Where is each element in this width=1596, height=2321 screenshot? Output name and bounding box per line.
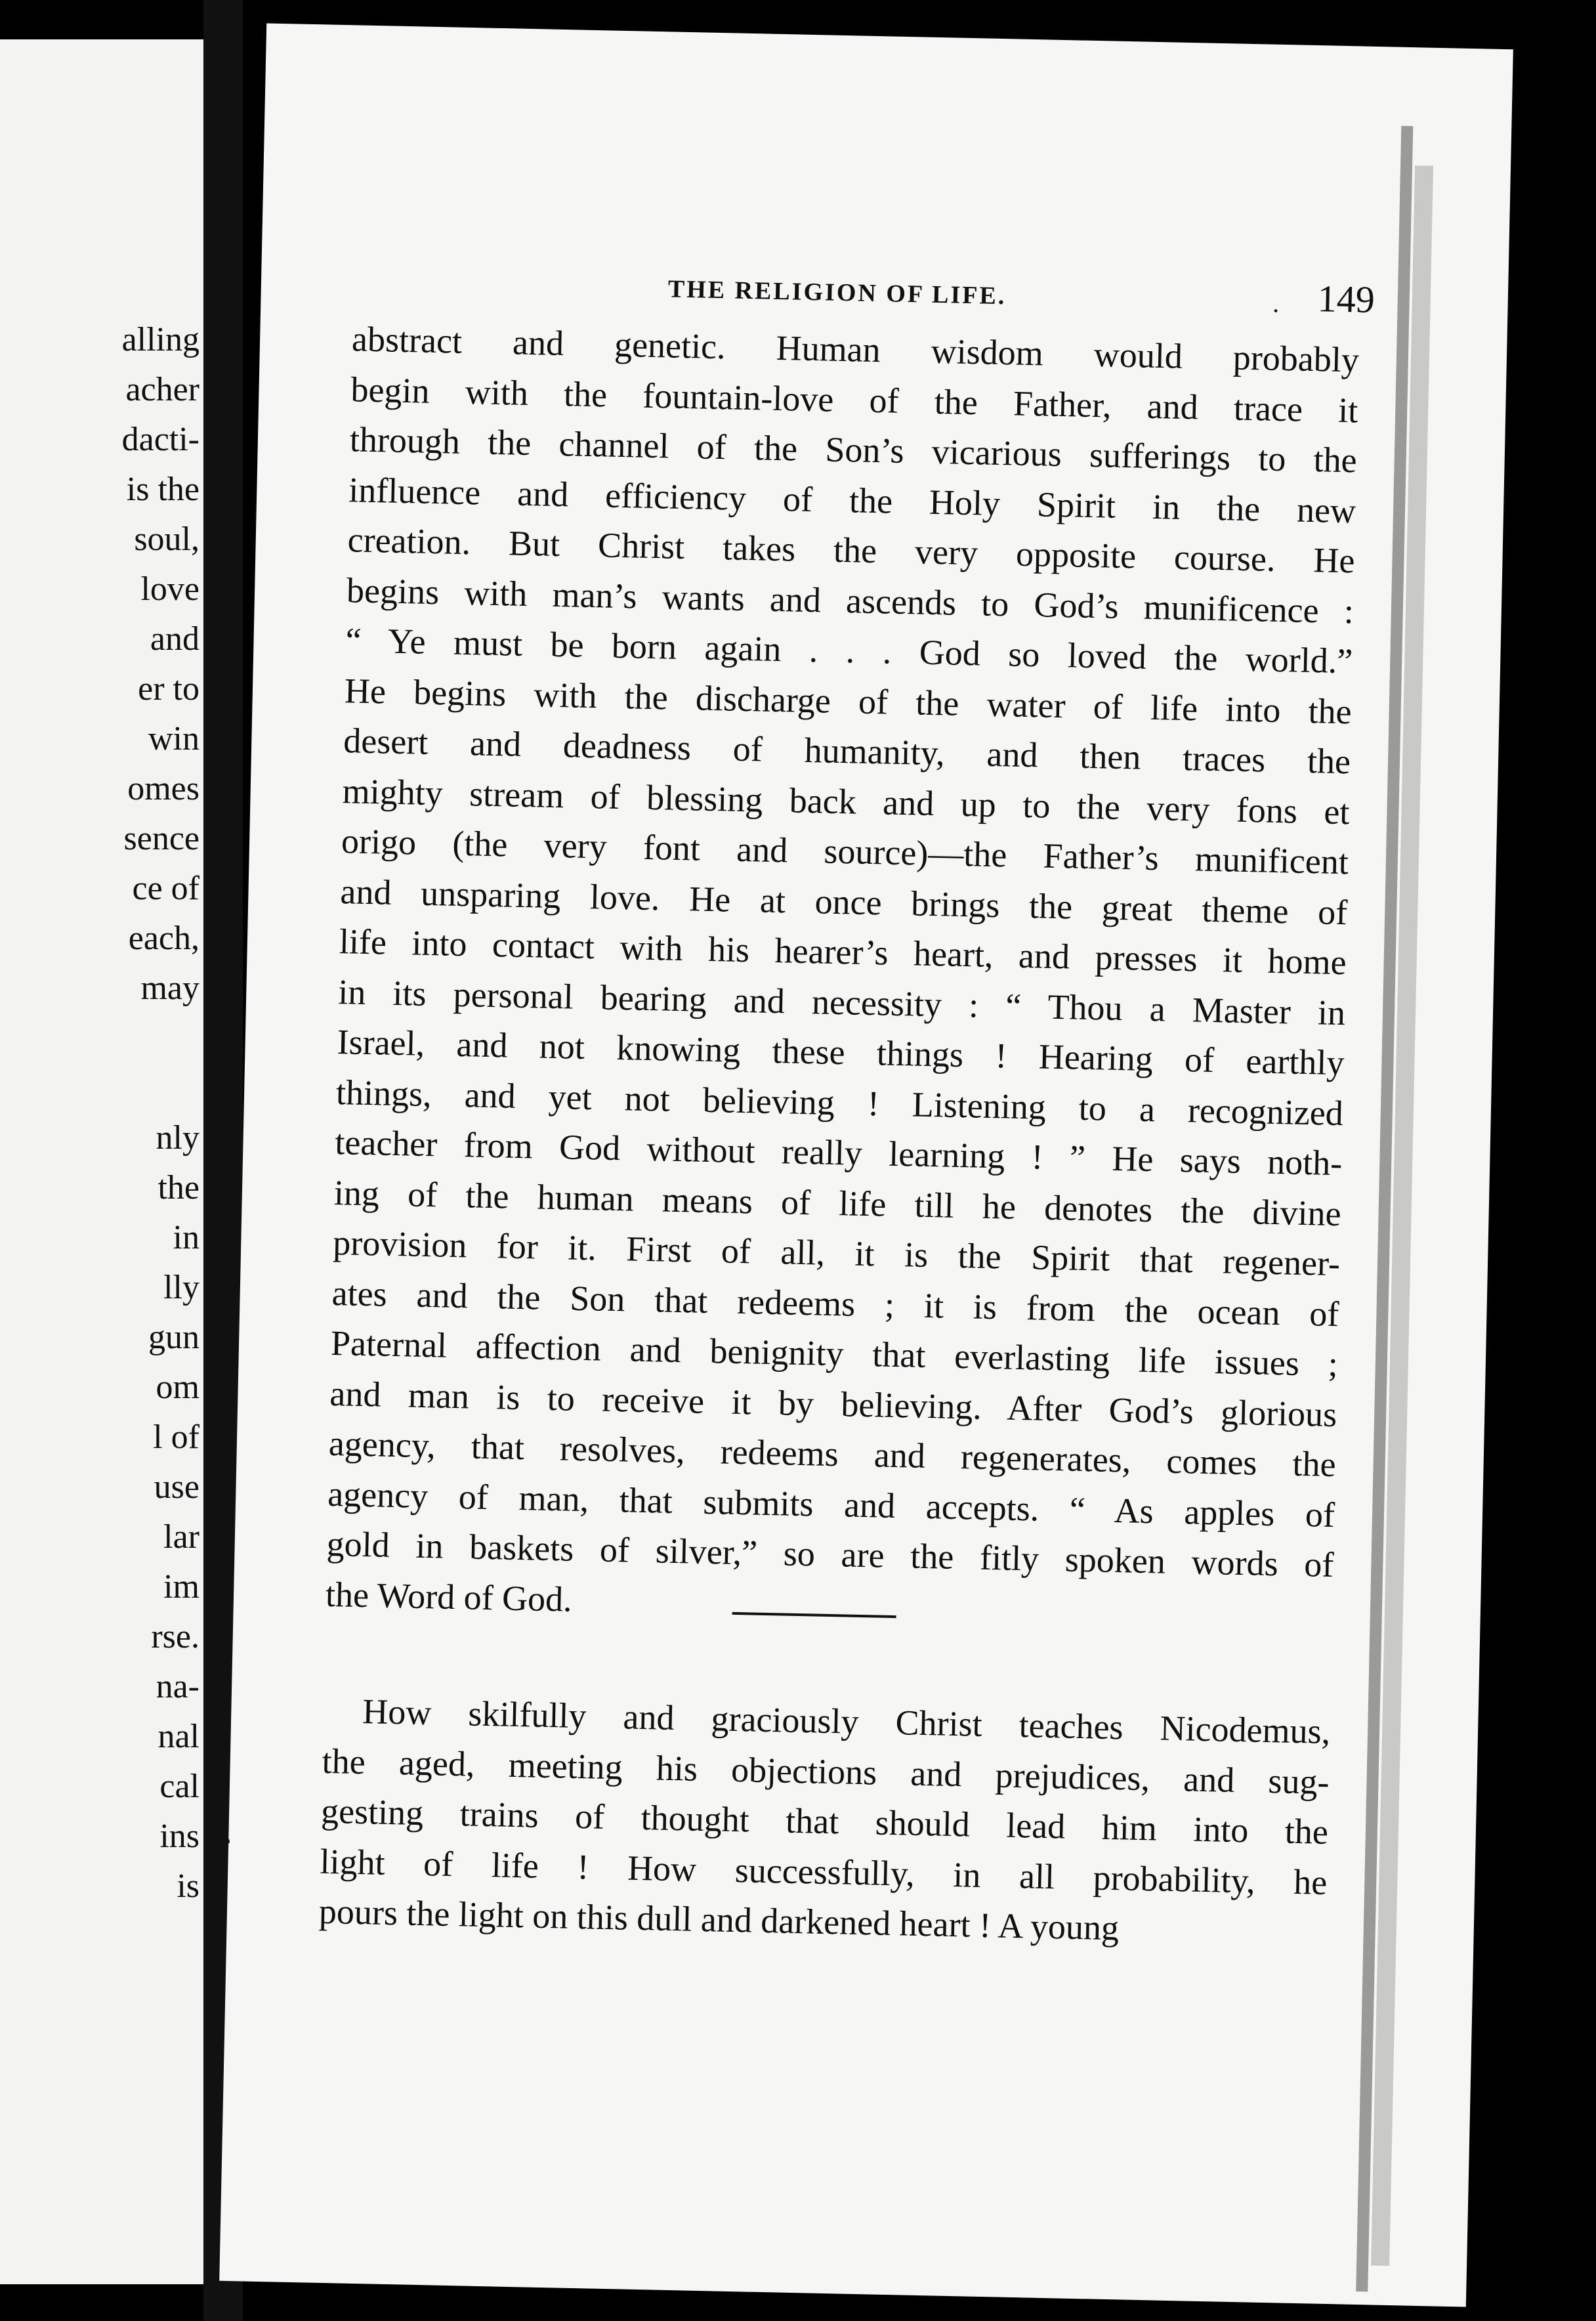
text-line: the Word of God. bbox=[325, 1574, 573, 1619]
text-line: pours the light on this dull and darkened heart ! A young bbox=[318, 1891, 1120, 1948]
left-page-line-fragment: each, bbox=[128, 920, 200, 957]
left-page-line-fragment: ins bbox=[159, 1818, 200, 1855]
left-page-line-fragment: lar bbox=[163, 1518, 200, 1556]
right-page bbox=[219, 23, 1513, 2307]
text-line: influence and efficiency of the Holy Spirit in the new bbox=[348, 469, 1356, 530]
left-page-line-fragment: rse. bbox=[151, 1618, 200, 1655]
text-line: How skilfully and graciously Christ teaches Nicodemus, bbox=[362, 1692, 1331, 1751]
text-line: He begins with the discharge of the water of life into the bbox=[344, 670, 1353, 731]
text-line: provision for it. First of all, it is the Spirit that regener- bbox=[332, 1223, 1341, 1284]
left-page-line-fragment: nly bbox=[156, 1119, 200, 1157]
left-page-line-fragment: om bbox=[156, 1369, 200, 1406]
text-line: gesting trains of thought that should lead him into the bbox=[320, 1791, 1329, 1852]
left-page-line-fragment: gun bbox=[148, 1319, 200, 1356]
text-line: begins with man’s wants and ascends to God’s munificence : bbox=[346, 570, 1354, 631]
text-line: and man is to receive it by believing. After God’s glorious bbox=[329, 1373, 1337, 1434]
left-page-line-fragment: im bbox=[163, 1568, 200, 1606]
left-page-line-fragment: sence bbox=[123, 820, 200, 857]
left-page-line-fragment: in bbox=[173, 1219, 200, 1256]
text-line: light of life ! How successfully, in all probability, he bbox=[319, 1841, 1328, 1902]
text-line: agency of man, that submits and accepts. “ As apples of bbox=[327, 1474, 1335, 1535]
left-page-line-fragment: na- bbox=[156, 1668, 200, 1705]
text-line: begin with the fountain-love of the Father, and trace it bbox=[350, 369, 1358, 430]
left-page-line-fragment: l of bbox=[153, 1418, 200, 1456]
margin-mark bbox=[223, 1838, 230, 1844]
page-number: 149 bbox=[1317, 277, 1376, 321]
text-line: through the channel of the Son’s vicarious sufferings to the bbox=[349, 419, 1358, 480]
left-page-line-fragment: soul, bbox=[134, 521, 200, 558]
left-page-line-fragment: the bbox=[158, 1169, 200, 1206]
text-line: teacher from God without really learning ! ” He says noth- bbox=[334, 1122, 1343, 1183]
left-page-line-fragment: is the bbox=[126, 471, 200, 508]
left-page-line-fragment: alling bbox=[121, 321, 200, 358]
left-page-line-fragment: lly bbox=[163, 1269, 200, 1306]
text-line: “ Ye must be born again . . . God so loved the world.” bbox=[345, 620, 1353, 681]
left-page-line-fragment: is bbox=[177, 1867, 200, 1905]
left-page-line-fragment: may bbox=[140, 969, 200, 1007]
text-line: ates and the Son that redeems ; it is from the ocean of bbox=[331, 1273, 1340, 1334]
left-page-fragment bbox=[0, 39, 203, 2284]
left-page-line-fragment: ce of bbox=[132, 870, 200, 907]
text-line: desert and deadness of humanity, and then traces the bbox=[343, 721, 1351, 782]
text-line: ing of the human means of life till he denotes the divine bbox=[333, 1172, 1342, 1233]
text-line: gold in baskets of silver,” so are the fitly spoken words of bbox=[326, 1523, 1335, 1585]
text-line: life into contact with his hearer’s heart, and presses it home bbox=[339, 922, 1347, 983]
body-paragraph-1 bbox=[325, 314, 1359, 1640]
left-page-line-fragment: nal bbox=[158, 1718, 200, 1755]
text-line: and unsparing love. He at once brings the great theme of bbox=[339, 871, 1348, 932]
text-line: Paternal affection and benignity that everlasting life issues ; bbox=[330, 1323, 1339, 1384]
body-paragraph-2 bbox=[318, 1686, 1331, 1958]
text-line: mighty stream of blessing back and up to the very fons et bbox=[342, 771, 1351, 832]
left-page-line-fragment: love bbox=[140, 570, 200, 608]
left-page-line-fragment: cal bbox=[159, 1768, 200, 1805]
left-page-line-fragment: omes bbox=[127, 770, 200, 807]
left-page-line-fragment: acher bbox=[125, 371, 200, 408]
left-page-line-fragment: win bbox=[148, 720, 200, 757]
text-line: in its personal bearing and necessity : “ Thou a Master in bbox=[337, 971, 1346, 1033]
left-page-line-fragment: use bbox=[154, 1468, 200, 1506]
text-line: origo (the very font and source)—the Father’s munificent bbox=[341, 821, 1349, 882]
header-separator: · bbox=[1270, 295, 1281, 326]
running-head: THE RELIGION OF LIFE. bbox=[667, 275, 1007, 310]
left-page-line-fragment: and bbox=[150, 620, 200, 658]
text-line: Israel, and not knowing these things ! Hearing of earthly bbox=[337, 1022, 1345, 1083]
text-line: agency, that resolves, redeems and regenerates, comes the bbox=[328, 1423, 1337, 1485]
left-page-line-fragment: dacti- bbox=[121, 421, 200, 458]
text-line: creation. But Christ takes the very opposite course. He bbox=[347, 520, 1356, 581]
text-line: things, and yet not believing ! Listening to a recognized bbox=[335, 1072, 1344, 1133]
left-page-line-fragment: er to bbox=[138, 670, 200, 708]
text-line: the aged, meeting his objections and prejudices, and sug- bbox=[322, 1741, 1330, 1802]
text-line: abstract and genetic. Human wisdom would probably bbox=[351, 319, 1360, 380]
